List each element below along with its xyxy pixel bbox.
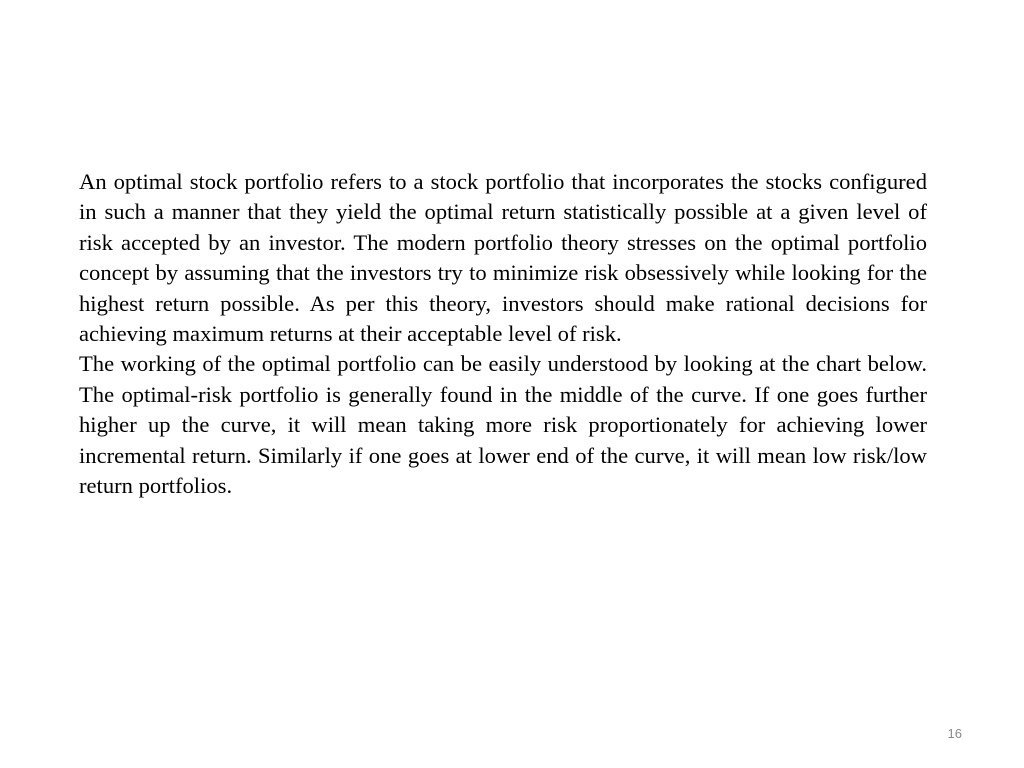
slide-body-text: [79, 167, 927, 501]
paragraph-optimal-portfolio-definition: An optimal stock portfolio refers to a stock portfolio that incorporates the stocks configured in such a manner that they yield the optimal return statistically possible at a given level of risk accepted by an investor. The modern portfolio theory stresses on the optimal portfolio concept by assuming that the investors try to minimize risk obsessively while looking for the highest return possible. As per this theory, investors should make rational decisions for achieving maximum returns at their acceptable level of risk.: [79, 169, 927, 347]
paragraph-optimal-portfolio-working: The working of the optimal portfolio can be easily understood by looking at the chart below. The optimal-risk portfolio is generally found in the middle of the curve. If one goes further higher up the curve, it will mean taking more risk proportionately for achieving lower incremental return. Similarly if one goes at lower end of the curve, it will mean low risk/low return portfolios.: [79, 351, 927, 499]
page-number: 16: [947, 726, 962, 741]
